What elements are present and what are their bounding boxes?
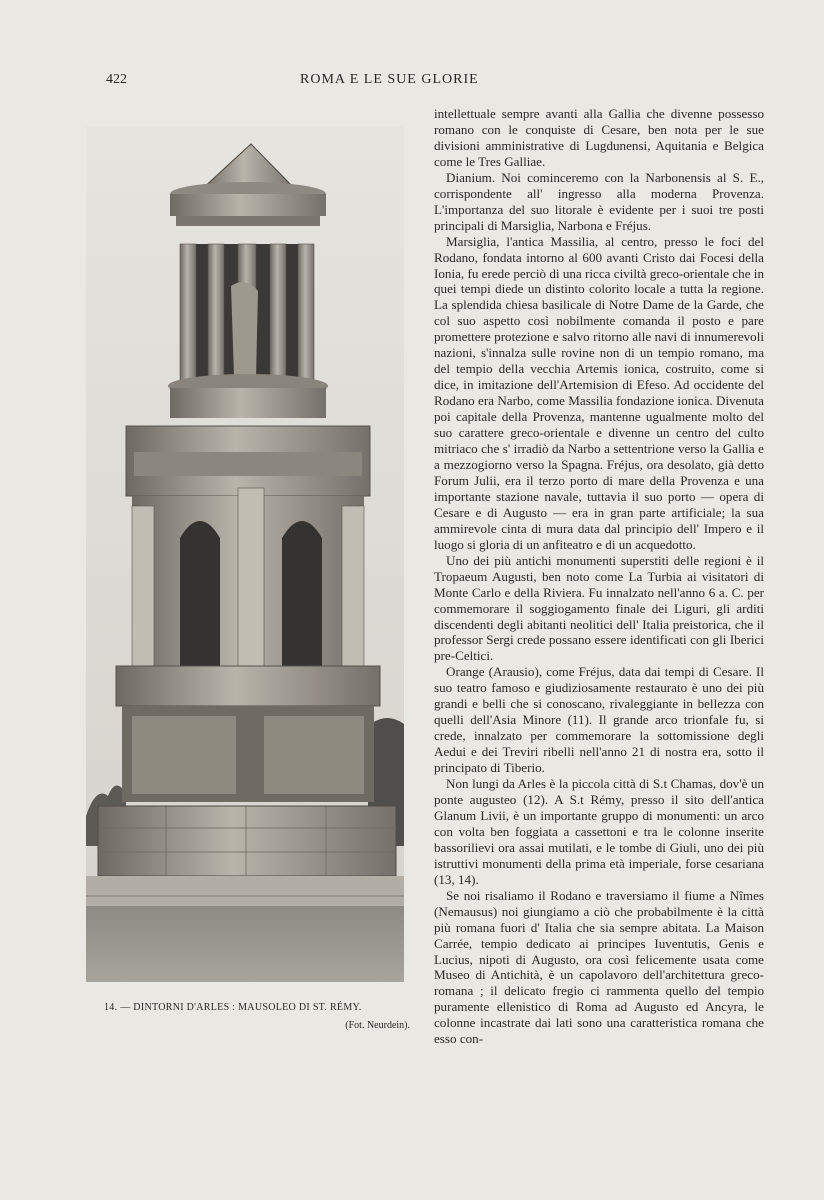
paragraph: Se noi risaliamo il Rodano e traversiamo il fiume a Nîmes (Nemausus) noi giungiamo a ciò che probabilmente è la città più romana fuori d' Italia che sia sempre abitata. La Maison Carrée, tempio dedicato ai principes Iuventutis, Genis e Lucius, nipoti di Augusto, ora così felicemente usata come Museo di Antichità, è un capolavoro dell'architettura greco-romana ; il delicato fregio ci rammenta quello del tempio puramente ellenistico di Roma ad Augusto ed Ancyra, le colonne incastrate dai lati sono una caratteristica romana che esso con-: [434, 887, 764, 1047]
figure-caption: 14. — DINTORNI D'ARLES : MAUSOLEO DI ST. RÉMY.: [104, 1002, 362, 1013]
paragraph: intellettuale sempre avanti alla Gallia che divenne possesso romano con le conquiste di Cesare, ben nota per le sue divisioni amministrative di Lugdunensi, Aquitania e Belgica come le Tres Galliae.: [434, 106, 764, 169]
paragraph: Marsiglia, l'antica Massilia, al centro, presso le foci del Rodano, fondata intorno al 600 avanti Cristo dai Focesi della Ionia, fu erede perciò di una ricca civiltà greco-orientale che in quei tempi diede un distinto colorito locale a tutta la regione. La splendida chiesa basilicale di Notre Dame de la Garde, che col suo aspetto così nobilmente comanda il posto e pare promettere protezione e salvo ritorno alle navi di innumerevoli nazioni, s'innalza sulle rovine non di un tempio romano, ma del tempio della vecchia Artemis ionica, costruito, come si dice, in imitazione dell'Artemision di Efeso. Ad occidente del Rodano era Narbo, come Massilia fondazione ionica. Divenuta poi capitale della Provenza, mantenne ugualmente molto del suo carattere greco-orientale e divenne un centro del culto mitriaco che s' irradiò da Narbo a settentrione verso la Gallia e a mezzogiorno verso la Spagna. Fréjus, ora desolato, già detto Forum Julii, era il terzo porto di mare della Provenza e una importante stazione navale, tuttavia il suo porto — opera di Cesare e di Augusto — era in gran parte artificiale; la sua ammirevole cinta di mura data dal principio dell' Impero e il luogo si gloria di un anfiteatro e di un acquedotto.: [434, 233, 764, 552]
figure-credit: (Fot. Neurdein).: [345, 1020, 410, 1031]
paragraph: Non lungi da Arles è la piccola città di S.t Chamas, dov'è un ponte augusteo (12). A S.t Rémy, presso il sito dell'antica Glanum Livii, è un importante gruppo di monumenti: un arco con volta ben foggiata a cassettoni e tra le colonne inserite bassorilievi ora assai mutilati, e le tombe di Giuli, uno dei più istruttivi monumenti della prima età imperiale, forse cesariana (13, 14).: [434, 776, 764, 887]
body-text: [434, 106, 764, 1047]
running-head: ROMA E LE SUE GLORIE: [300, 72, 479, 87]
paragraph: Dianium. Noi cominceremo con la Narbonensis al S. E., corrispondente all' ingresso alla moderna Provenza. L'importanza del suo litorale è evidente per i suoi tre posti principali di Marsiglia, Narbona e Fréjus.: [434, 169, 764, 233]
mausoleum-illustration: [86, 126, 404, 982]
mausoleum-photo: [86, 126, 404, 982]
page-number: 422: [106, 72, 127, 87]
paragraph: Uno dei più antichi monumenti superstiti delle regioni è il Tropaeum Augusti, ben noto come La Turbia ai visitatori di Monte Carlo e della Riviera. Fu innalzato nell'anno 6 a. C. per commemorare il soggiogamento finale dei Liguri, gli arditi discendenti degli abitanti neolitici dell' Italia preistorica, che il professor Sergi crede possano essere identificati con gli Iberici pre-Celtici.: [434, 552, 764, 664]
paragraph: Orange (Arausio), come Fréjus, data dai tempi di Cesare. Il suo teatro famoso e giudiziosamente restaurato è uno dei più grandi e belli che si conoscano, rivaleggiante in bellezza con quelli dell'Asia Minore (11). Il grande arco trionfale fu, si crede, innalzato per commemorare la sottomissione degli Aedui e dei Treviri ribelli nell'anno 21 di nostra era, sotto il principato di Tiberio.: [434, 664, 764, 776]
